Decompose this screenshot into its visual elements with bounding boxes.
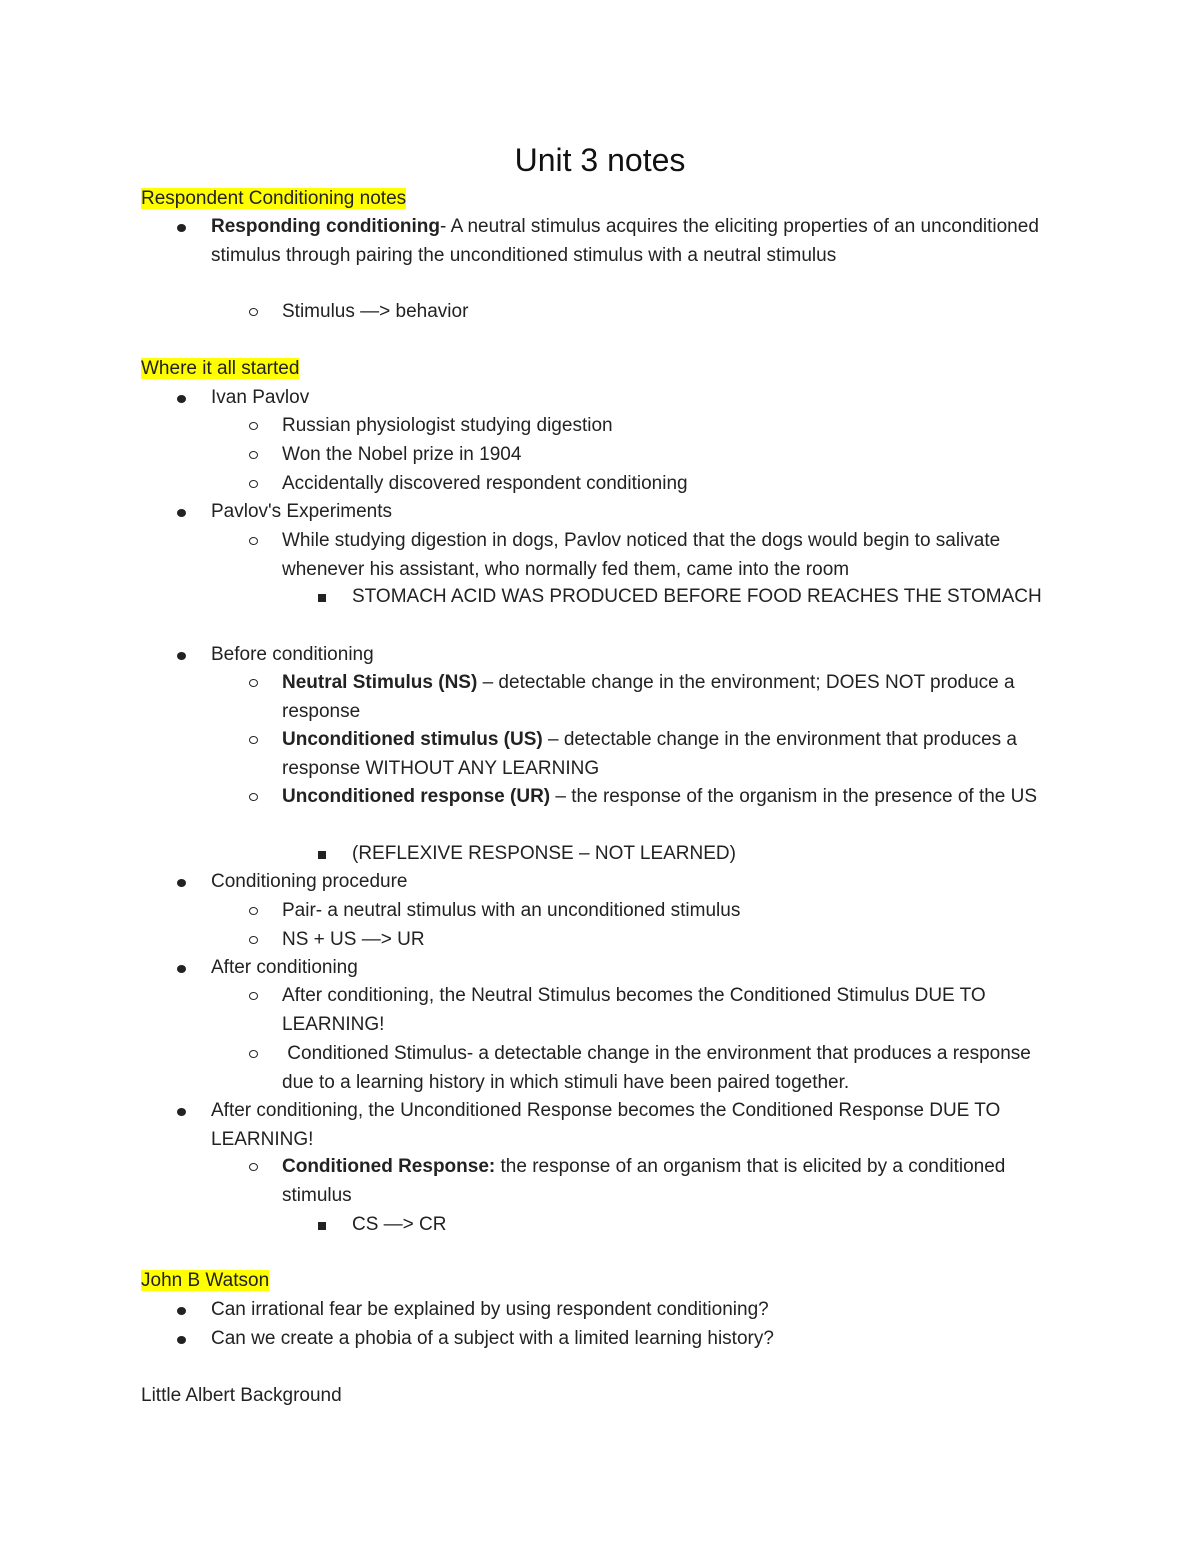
list-item: Russian physiologist studying digestion [282,412,1062,441]
bullet-icon [177,1307,186,1315]
bullet-icon [177,395,186,403]
section-heading-albert: Little Albert Background [141,1385,342,1406]
list-item: Can irrational fear be explained by using respondent conditioning? [211,1296,1061,1325]
list-item: Responding conditioning- A neutral stimulus acquires the eliciting properties of an unconditioned stimulus through pairing the unconditioned stimulus with a neutral stimulus [211,213,1061,270]
page-title: Unit 3 notes [514,142,686,178]
list-item: Pair- a neutral stimulus with an unconditioned stimulus [282,897,1062,926]
list-item: Accidentally discovered respondent conditioning [282,470,1062,499]
list-item: STOMACH ACID WAS PRODUCED BEFORE FOOD REACHES THE STOMACH [352,583,1062,612]
list-item: Neutral Stimulus (NS) – detectable change in the environment; DOES NOT produce a response [282,669,1062,726]
list-item: (REFLEXIVE RESPONSE – NOT LEARNED) [352,840,1062,869]
list-item: After conditioning [211,954,1061,983]
circle-bullet-icon [249,451,258,459]
section-heading-started: Where it all started [141,358,300,379]
circle-bullet-icon [249,907,258,915]
bullet-icon [177,965,186,973]
bullet-icon [177,224,186,232]
list-item: After conditioning, the Unconditioned Response becomes the Conditioned Response DUE TO LEARNING! [211,1097,1061,1154]
circle-bullet-icon [249,736,258,744]
circle-bullet-icon [249,992,258,1000]
circle-bullet-icon [249,480,258,488]
list-item: Won the Nobel prize in 1904 [282,441,1062,470]
list-item: Ivan Pavlov [211,384,1061,413]
circle-bullet-icon [249,793,258,801]
circle-bullet-icon [249,936,258,944]
circle-bullet-icon [249,1163,258,1171]
bullet-icon [177,1108,186,1116]
circle-bullet-icon [249,308,258,316]
square-bullet-icon [318,1222,326,1230]
bullet-icon [177,652,186,660]
list-item: CS —> CR [352,1211,1062,1240]
bullet-icon [177,1336,186,1344]
list-item: Stimulus —> behavior [282,298,1062,327]
list-item: Unconditioned response (UR) – the response of the organism in the presence of the US [282,783,1062,812]
list-item: Before conditioning [211,641,1061,670]
list-item: Conditioning procedure [211,868,1061,897]
list-item: NS + US —> UR [282,926,1062,955]
list-item: Unconditioned stimulus (US) – detectable change in the environment that produces a response WITHOUT ANY LEARNING [282,726,1062,783]
section-heading-respondent: Respondent Conditioning notes [141,188,407,209]
list-item: Can we create a phobia of a subject with a limited learning history? [211,1325,1061,1354]
list-item: Conditioned Stimulus- a detectable change in the environment that produces a response due to a learning history in which stimuli have been paired together. [282,1040,1062,1097]
list-item: After conditioning, the Neutral Stimulus becomes the Conditioned Stimulus DUE TO LEARNING! [282,982,1062,1039]
list-item: Conditioned Response: the response of an organism that is elicited by a conditioned stimulus [282,1153,1062,1210]
list-item: While studying digestion in dogs, Pavlov noticed that the dogs would begin to salivate whenever his assistant, who normally fed them, came into the room [282,527,1062,584]
square-bullet-icon [318,594,326,602]
section-heading-watson: John B Watson [141,1270,270,1291]
bullet-icon [177,879,186,887]
circle-bullet-icon [249,422,258,430]
bullet-icon [177,509,186,517]
list-item: Pavlov's Experiments [211,498,1061,527]
circle-bullet-icon [249,537,258,545]
square-bullet-icon [318,851,326,859]
circle-bullet-icon [249,1050,258,1058]
circle-bullet-icon [249,679,258,687]
